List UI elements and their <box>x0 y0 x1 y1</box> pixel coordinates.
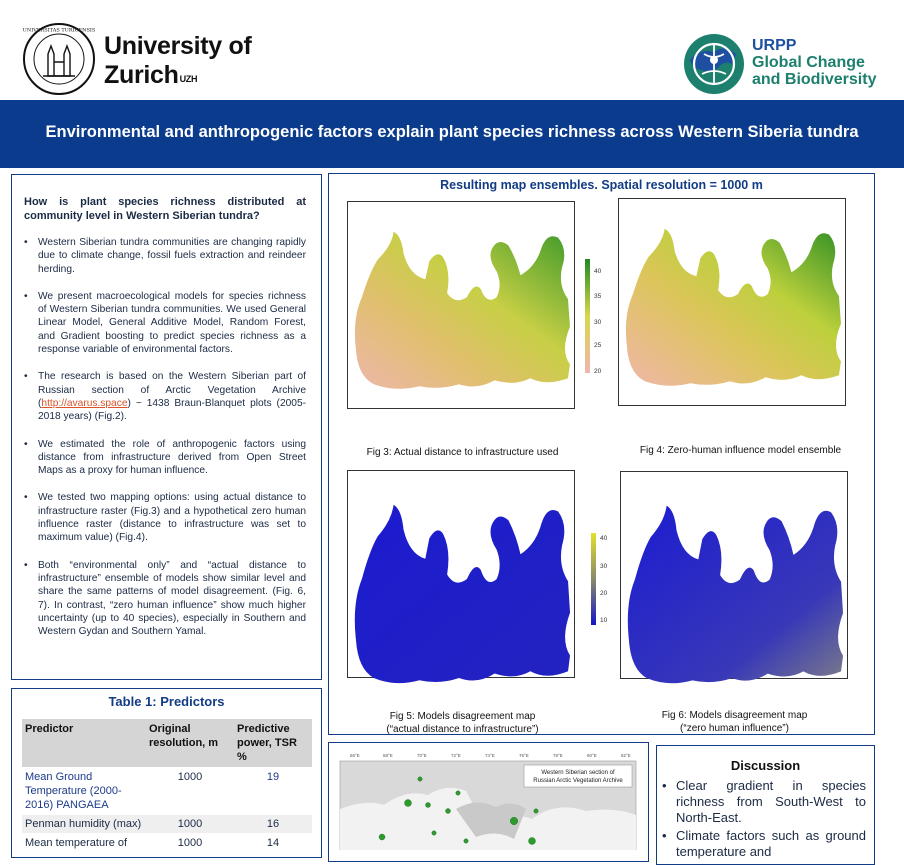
power-cell: 16 <box>234 815 312 834</box>
table-title: Table 1: Predictors <box>108 694 225 709</box>
fig3-colorbar <box>583 257 613 377</box>
resolution-cell: 1000 <box>146 815 234 834</box>
colorbar-tick: 30 <box>594 319 602 326</box>
fig4-caption: Fig 4: Zero-human influence model ensemble <box>639 445 842 456</box>
avarus-map-title-line2: Russian Arctic Vegetation Archive <box>533 778 623 784</box>
predictor-name: Mean Ground Temperature (2000-2016) PANGAEA <box>22 768 146 815</box>
urpp-line2: Global Change <box>752 54 865 71</box>
bullet-text: The research is based on the Western Siberian part of Russian section of Arctic Vegetation Archive ( <box>38 371 306 409</box>
avarus-link[interactable]: http://avarus.space <box>41 397 128 409</box>
lon-tick: 80°E <box>587 753 597 758</box>
research-question: How is plant species richness distributed at community level in Western Siberian tundra? <box>24 196 306 222</box>
fig4-richness-raster <box>619 199 845 405</box>
lon-tick: 82°E <box>621 753 631 758</box>
urpp-line3: and Biodiversity <box>752 71 877 88</box>
colorbar-tick: 40 <box>600 535 608 542</box>
power-cell: 14 <box>234 834 312 853</box>
colorbar-tick: 10 <box>600 617 608 624</box>
predictors-table <box>22 719 312 852</box>
table-row <box>22 834 312 853</box>
lon-tick: 70°E <box>417 753 427 758</box>
university-line1: University of <box>104 32 252 60</box>
discussion-list <box>662 778 866 862</box>
poster-title: Environmental and anthropogenic factors explain plant species richness across Western Siberia tundra <box>45 123 859 141</box>
university-sup: UZH <box>179 74 198 84</box>
lon-tick: 74°E <box>485 753 495 758</box>
table-header: Predictor <box>22 719 146 768</box>
discussion-title: Discussion <box>730 758 801 773</box>
intro-bullet: • Western Siberian tundra communities are changing rapidly due to climate change, fossil fuels extraction and reindeer herding. <box>24 236 306 276</box>
lon-tick: 76°E <box>519 753 529 758</box>
fig6-caption-line2: (“zero human influence”) <box>680 723 789 734</box>
fig5-caption-line2: (“actual distance to infrastructure”) <box>386 724 539 735</box>
fig6-caption <box>612 709 857 735</box>
discussion-item: • Clear gradient in species richness from South-West to North-East. <box>662 778 866 826</box>
fig6-disagreement-raster <box>621 472 847 705</box>
urpp-line1: URPP <box>752 37 797 54</box>
colorbar-tick: 35 <box>594 293 602 300</box>
intro-bullet: • Both “environmental only” and “actual distance to infrastructure” ensemble of models show similar level and share the same patterns of model disagreement. (Fig. 6, 7). In contrast, “zero human influence” show much higher uncertainty (up to 40 species), especially in Southern and Western Gydan and Southern Yamal. <box>24 559 306 639</box>
resolution-cell: 1000 <box>146 834 234 853</box>
svg-text:UNIVERSITAS TURICENSIS: UNIVERSITAS TURICENSIS <box>22 27 96 34</box>
resolution-cell: 1000 <box>146 768 234 815</box>
intro-bullet: • We estimated the role of anthropogenic factors using distance from infrastructure derived from Open Street Maps as a proxy for human influence. <box>24 438 306 478</box>
urpp-name <box>752 37 876 88</box>
lon-tick: 68°E <box>383 753 393 758</box>
fig5-caption <box>340 710 585 736</box>
avarus-plots-map <box>336 749 642 850</box>
table-row <box>22 815 312 834</box>
fig6-map <box>620 471 848 679</box>
fig5-map <box>347 470 575 678</box>
fig6-caption-line1: Fig 6: Models disagreement map <box>661 710 808 721</box>
urpp-globe-logo <box>680 30 750 96</box>
fig5-disagreement-raster <box>348 471 574 705</box>
intro-bullets <box>24 236 306 652</box>
lon-tick: 72°E <box>451 753 461 758</box>
predictor-name: Penman humidity (max) <box>22 815 146 834</box>
fig5-colorbar <box>589 531 619 631</box>
intro-bullet: • We present macroecological models for species richness of Western Siberian tundra communities. We used General Linear Model, General Additive Model, Random Forest, and Gradient boosting to predict species richness as a response variable of environmental factors. <box>24 290 306 356</box>
table-header: Original resolution, m <box>146 719 234 768</box>
fig3-richness-raster <box>348 202 574 408</box>
power-cell: 19 <box>234 768 312 815</box>
university-line2: Zurich <box>104 61 179 89</box>
table-header: Predictive power, TSR % <box>234 719 312 768</box>
university-name <box>104 32 252 90</box>
colorbar-tick: 25 <box>594 342 602 349</box>
maps-title: Resulting map ensembles. Spatial resolution = 1000 m <box>440 178 763 192</box>
lon-tick: 66°E <box>350 753 360 758</box>
bullet-text: ) ~ 1438 Braun-Blanquet plots (2005-2018 years) (Fig.2). <box>38 397 306 423</box>
fig4-map <box>618 198 846 406</box>
lon-tick: 78°E <box>553 753 563 758</box>
colorbar-tick: 40 <box>594 268 602 275</box>
predictor-name: Mean temperature of <box>22 834 146 853</box>
avarus-map-title-line1: Western Siberian section of <box>541 770 615 776</box>
colorbar-tick: 20 <box>600 590 608 597</box>
fig3-caption: Fig 3: Actual distance to infrastructure used <box>366 447 559 458</box>
colorbar-tick: 30 <box>600 563 608 570</box>
table-row <box>22 768 312 815</box>
intro-bullet: • We tested two mapping options: using actual distance to infrastructure raster (Fig.3) and a hypothetical zero human influence raster (distance to infrastructure was set to maximum value) (Fig.4). <box>24 491 306 544</box>
intro-bullet <box>24 370 306 423</box>
fig5-caption-line1: Fig 5: Models disagreement map <box>389 711 536 722</box>
table-header-row <box>22 719 312 768</box>
fig3-map <box>347 201 575 409</box>
colorbar-tick: 20 <box>594 368 602 375</box>
discussion-item: • Climate factors such as ground temperature and <box>662 828 866 860</box>
uzh-seal-logo <box>22 22 96 96</box>
